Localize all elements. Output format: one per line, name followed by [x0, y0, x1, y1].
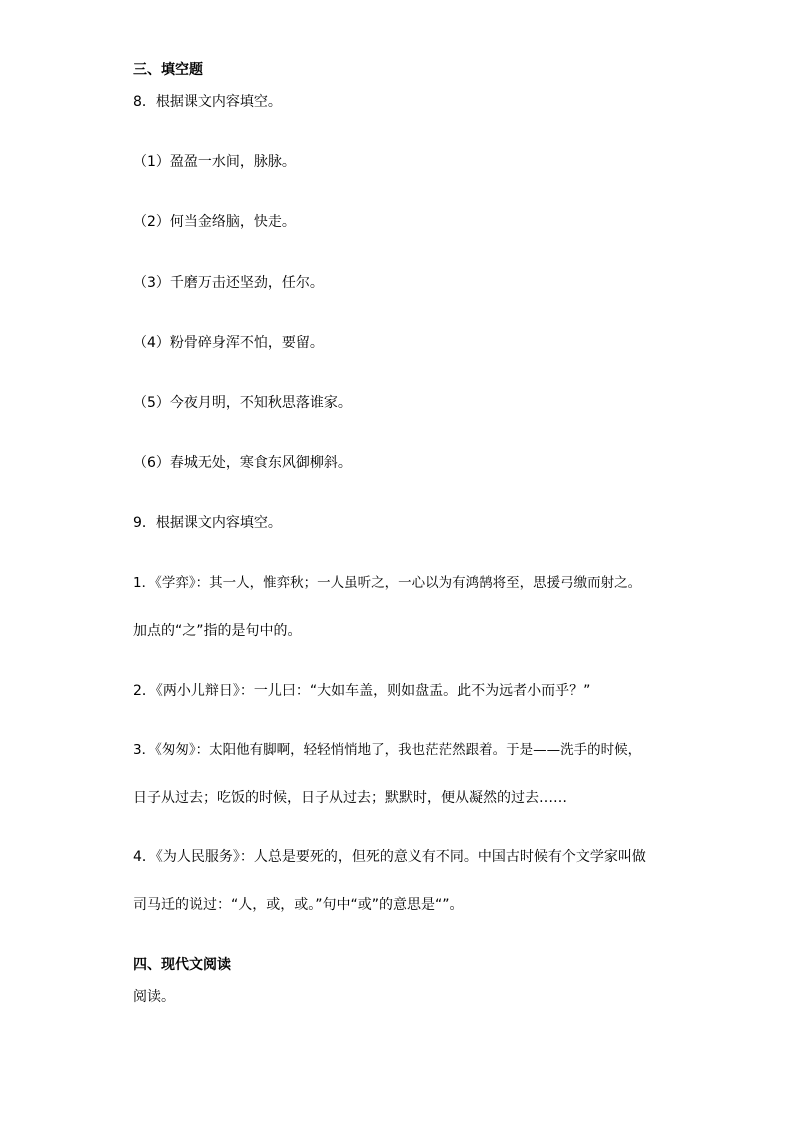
question-8-item-3: （3）千磨万击还坚劲，任尔。: [133, 275, 324, 291]
question-8-item-5: （5）今夜月明，不知秋思落谁家。: [133, 395, 352, 411]
question-8-prompt: 8．根据课文内容填空。: [133, 94, 282, 110]
section-4-heading: 四、现代文阅读: [133, 957, 231, 973]
question-9-line-1: 1．《学弈》：其一人，惟弈秋；一人虽听之，一心以为有鸿鹄将至，思援弓缴而射之。: [133, 575, 642, 591]
question-9-line-6: 4．《为人民服务》：人总是要死的，但死的意义有不同。中国古时候有个文学家叫做: [133, 849, 646, 865]
question-9-line-5: 日子从过去；吃饭的时候，日子从过去；默默时，便从凝然的过去……: [133, 790, 567, 806]
question-9-line-2: 加点的“之”指的是句中的。: [133, 623, 302, 639]
question-8-item-2: （2）何当金络脑，快走。: [133, 214, 296, 230]
question-9-line-3: 2．《两小儿辩日》：一儿曰：“大如车盖，则如盘盂。此不为远者小而乎？”: [133, 683, 591, 699]
question-8-item-1: （1）盈盈一水间，脉脉。: [133, 154, 296, 170]
question-9-line-7: 司马迁的说过：“人，或，或。”句中“或”的意思是“”。: [133, 897, 464, 913]
question-8-item-6: （6）春城无处，寒食东风御柳斜。: [133, 455, 352, 471]
section-3-heading: 三、填空题: [133, 62, 203, 78]
question-9-prompt: 9．根据课文内容填空。: [133, 515, 282, 531]
section-4-prompt: 阅读。: [133, 989, 175, 1005]
question-9-line-4: 3．《匆匆》：太阳他有脚啊，轻轻悄悄地了，我也茫茫然跟着。于是——洗手的时候，: [133, 742, 642, 758]
question-8-item-4: （4）粉骨碎身浑不怕，要留。: [133, 335, 324, 351]
